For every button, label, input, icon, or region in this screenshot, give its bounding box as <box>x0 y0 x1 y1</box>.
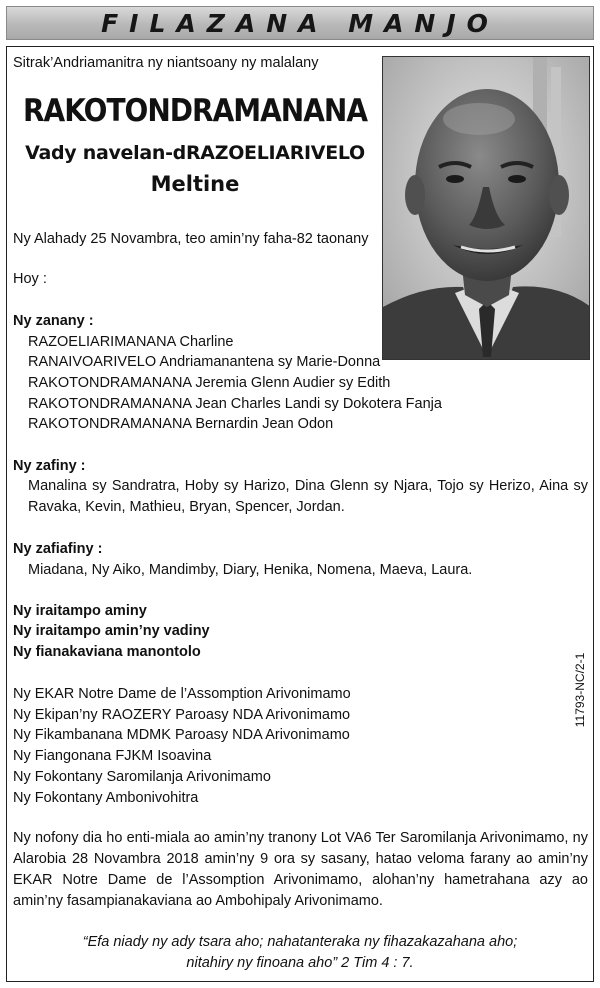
header-banner <box>6 6 594 40</box>
child-item: RAKOTONDRAMANANA Jeremia Glenn Audier sy Edith <box>28 375 391 391</box>
banner-title: FILAZANA MANJO <box>101 8 499 38</box>
organization-item: Ny Ekipan’ny RAOZERY Paroasy NDA Arivonimamo <box>13 707 351 723</box>
relatives-item: Ny iraitampo aminy <box>13 603 147 619</box>
organization-item: Ny Fikambanana MDMK Paroasy NDA Arivonimamo <box>13 727 350 743</box>
deceased-surname: RAKOTONDRAMANANA <box>22 92 368 129</box>
child-item: RAKOTONDRAMANANA Bernardin Jean Odon <box>28 416 334 432</box>
deceased-first-name: Meltine <box>150 172 240 196</box>
quote-line-1: “Efa niady ny ady tsara aho; nahatanteraka ny fihazakazahana aho; <box>82 934 518 950</box>
child-item: RAKOTONDRAMANANA Jean Charles Landi sy Dokotera Fanja <box>28 396 442 412</box>
great-grandchildren-heading: Ny zafiafiny : <box>13 541 103 557</box>
organization-item: Ny Fiangonana FJKM Isoavina <box>13 748 212 764</box>
great-grandchildren-list: Miadana, Ny Aiko, Mandimby, Diary, Henika, Nomena, Maeva, Laura. <box>28 562 473 578</box>
child-item: RAZOELIARIMANANA Charline <box>28 334 234 350</box>
children-heading: Ny zanany : <box>13 313 94 329</box>
intro-text: Sitrak’Andriamanitra ny niantsoany ny malalany <box>13 55 319 71</box>
relatives-item: Ny iraitampo amin’ny vadiny <box>13 623 210 639</box>
organization-item: Ny Fokontany Ambonivohitra <box>13 790 199 806</box>
grandchildren-list: Manalina sy Sandratra, Hoby sy Harizo, Dina Glenn sy Njara, Tojo sy Herizo, Aina sy Ravaka, Kevin, Mathieu, Bryan, Spencer, Jordan. <box>28 478 588 515</box>
spouse-line: Vady navelan-dRAZOELIARIVELO <box>25 142 365 164</box>
portrait-illustration <box>383 57 590 360</box>
date-line: Ny Alahady 25 Novambra, teo amin’ny faha-82 taonany <box>13 231 369 247</box>
hoy-label: Hoy : <box>13 271 47 287</box>
organization-item: Ny EKAR Notre Dame de l’Assomption Arivonimamo <box>13 686 351 702</box>
relatives-item: Ny fianakaviana manontolo <box>13 644 201 660</box>
grandchildren-heading: Ny zafiny : <box>13 458 86 474</box>
funeral-details: Ny nofony dia ho enti-miala ao amin’ny tranony Lot VA6 Ter Saromilanja Arivonimamo, ny Alarobia 28 Novambra 2018 amin’ny 9 ora sy sasany, hatao veloma farany ao amin’ny EKAR Notre Dame de l’Assomption Arivonimamo, alohan’ny hametrahana azy ao amin’ny fasampianakaviana ao Ambohipaly Arivonimamo. <box>13 830 588 909</box>
child-item: RANAIVOARIVELO Andriamanantena sy Marie-Donna <box>28 354 381 370</box>
portrait-photo <box>382 56 590 360</box>
quote-line-2: nitahiry ny finoana aho” 2 Tim 4 : 7. <box>186 955 414 971</box>
organization-item: Ny Fokontany Saromilanja Arivonimamo <box>13 769 271 785</box>
reference-number: 11793-NC/2-1 <box>573 652 587 728</box>
